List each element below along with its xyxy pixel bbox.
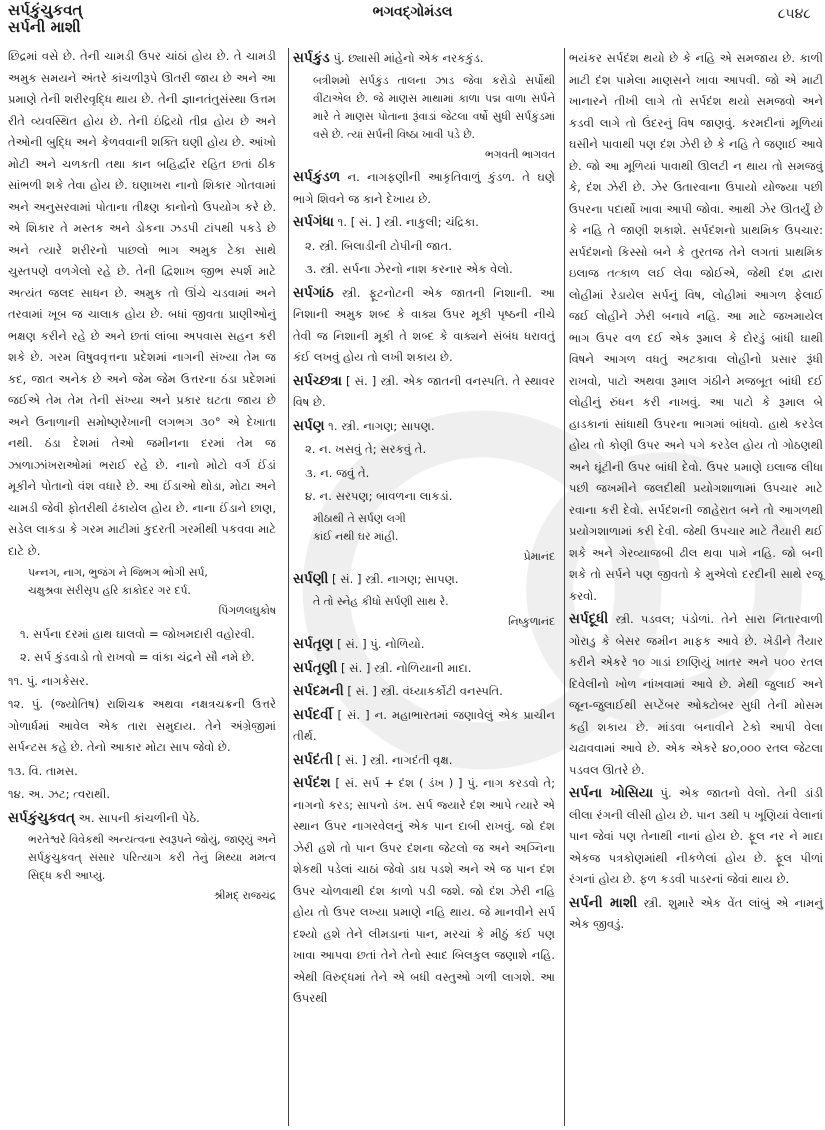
- headword: સર્પદમની: [293, 683, 344, 699]
- verse-line: કાંઈ નથી ઘર માંહી.: [313, 529, 399, 543]
- verse-line: પન્નગ, નાગ, ભુજંગ ને જિભગ ભોગી સર્પ,: [28, 566, 208, 579]
- definition: અ. સાપની કાંચળીની પેઠે.: [74, 810, 200, 825]
- headword: સર્પગાંઠ: [293, 284, 334, 301]
- verse-line: મીઠાથી તે સર્પણ લગી: [313, 511, 406, 525]
- verse-line: ચક્ષુશ્રવા સરીસૃપ હરિ કાકોદર ગર દર્પ.: [28, 584, 191, 597]
- definition: [ સં. ] સ્ત્રી. નાગદંતી વૃક્ષ.: [333, 752, 453, 767]
- headword: સર્પણ: [293, 417, 325, 434]
- dictionary-entry: [293, 705, 555, 748]
- sense: ૪. ન. સરપણ; બાવળના લાકડાં.: [305, 489, 453, 503]
- dictionary-entry: [569, 893, 823, 936]
- sense: ૧૩. વિ. તામસ.: [8, 763, 78, 778]
- headword: સર્પકુંડળ: [293, 169, 341, 185]
- headword: સર્પદર્વી: [293, 706, 333, 723]
- definition: સ્ત્રી. શુમારે એક વેંત લાંબું એ નામનું એક જીવડું.: [569, 895, 823, 931]
- definition: પું. છ્યાસી માંહેનો એક નરકકુંડ.: [329, 51, 484, 65]
- quote-source: નિષ્કુળાનંદ: [508, 614, 555, 628]
- citation-quote: ભરતેશ્વરે વિવેકથી અન્યત્વના સ્વરૂપને જોયું, જાણ્યું અને સર્પકુંચુકવત્ સંસાર પરિત્યાગ કરી તેનું મિથ્યા મમત્વ સિદ્ધ કરી આપ્યું.: [28, 833, 276, 882]
- column-2: [288, 48, 555, 1126]
- definition: [ સં. ] સ્ત્રી. વંધ્યાકર્કોટી વનસ્પતિ.: [343, 684, 503, 698]
- sense: ૩. સ્ત્રી. સર્પના ઝેરનો નાશ કરનાર એક વેલો.: [305, 262, 513, 276]
- dictionary-entry: [293, 416, 555, 438]
- dictionary-entry: [293, 167, 555, 210]
- guide-word-last: સર્પની માશી: [8, 18, 81, 36]
- headword: સર્પણી: [293, 571, 329, 587]
- body-paragraph: છિદ્રમાં વસે છે. તેની ચામડી ઉપર ચાંઠાં હોય છે. તે ચામડી અમુક સમયને અંતરે કાંચળીરૂપે ઊતરી જાય છે અને આ પ્રમાણે તેની શરીરવૃદ્ધિ થાય છે. તેની જ્ઞાનતંતુસંસ્થા ઉત્તમ રીતે વ્યવસ્થિત હોય છે. તેની ઇંદ્રિયો તીવ્ર હોય છે અને તેઓની બુદ્ધિ અને કેળવવાની શક્તિ ઘણી હોય છે. આંખો મોટી અને ચળકતી તથા કાન બહિર્દ્વાર રહિત છતાં ઠીક સાંભળી શકે તેવા હોય છે. ઘણાખરા નાનો શિકાર ગોતવામાં અને અનુસરવામાં પોતાના તીક્ષ્ણ કાનોનો ઉપયોગ કરે છે. એ શિકાર તે મસ્તક અને ડોકના ઝડપી ટાંપથી પકડે છે અને ત્યારે શરીરનો પાછલો ભાગ અમુક ટેકા સાથે ચુસ્તપણે વળગેલો રહે છે. તેની દ્વિશાખ જીભ સ્પર્શ માટે અત્યંત જલદ સાધન છે. અમુક તો ઊંચે ચડવામાં અને તરવામાં ખૂબ જ ચાલાક હોય છે. બધાં જીવતા પ્રાણીઓનું ભક્ષણ કરીને રહે છે અને છતાં લાંબા અપવાસ સહન કરી શકે છે. ગરમ વિષુવવૃત્તના પ્રદેશમાં નાગની સંખ્યા તેમ જ કદ, જાત અનેક છે અને જેમ જેમ ઉત્તરના ઠંડા પ્રદેશમાં જઈએ તેમ તેમ તેની સંખ્યા અને પ્રકાર ઘટતા જાય છે અને ઉનાળાની સમોષ્ણરેખાની લગભગ ૩૦° એ દેખાતા નથી. ઠંડા દેશમાં તેઓ જમીનના દરમાં તેમ જ ઝાળાઝાંખરાઓમાં ભરાઈ રહે છે. નાનો મોટો વર્ગ ઈંડાં મૂકીને પોતાનો વંશ વધારે છે. આ ઈંડાઓ થોડા, મોટા અને ચામડી જેવી ફોતરીથી ઢંકાયેલ હોય છે. નાના ઈંડાને છાણ, સડેલ લાકડા કે ગરમ માટીમાં કુદરતી ગરમીથી પકવવા માટે દાટે છે.: [8, 49, 276, 558]
- headword: સર્પના ખોસિયા: [569, 785, 654, 801]
- dictionary-entry: [293, 283, 555, 369]
- definition: સ્ત્રી. પડવલ; પંડોળાં. તેને સારા નિતારવાળી ગોરાડુ કે બેસર જમીન માફક આવે છે. ખેડીને તૈયાર કરીને એકરે ૧૦ ગાડાં છાણિયું ખાતર અને ૫૦૦ રતલ દિવેલીનો ખોળ નાંખવામાં આવે છે. મેથી જુલાઈ અને જૂન-જુલાઈથી સપ્ટેંબર ઓક્ટોબર સુધી તેની મોસમ કહી શકાય છે. માંડવા બનાવીને ટેકો આપી વેલા ચઢાવવામાં આવે છે. એક એકરે ૪૦,૦૦૦ રતલ જેટલા પડવલ ઊતરે છે.: [569, 612, 823, 777]
- headword: સર્પદંતી: [293, 751, 334, 768]
- running-title: ભગવદ્ગોમંડલ: [372, 4, 453, 20]
- citation-quote: તે તો સ્નેહ કીધો સર્પણી સાથ રે.: [313, 594, 449, 608]
- guide-word-first: સર્પકુંચુકવત્: [8, 1, 83, 19]
- idiom: ૧. સર્પના દરમાં હાથ ઘાલવો = જોખમદારી વહોરવી.: [20, 626, 255, 641]
- definition: ૧. [ સં. ] સ્ત્રી. નાકુલી; ચંદ્રિકા.: [333, 215, 479, 229]
- idiom: ૨. સર્પ કુંડવાડો તો રાખવો = વાંકા ચંદ્રને સૌ નમે છે.: [20, 650, 255, 664]
- dictionary-entry: [293, 634, 555, 656]
- sense: ૨. ન. ખસવું તે; સરકવું તે.: [305, 442, 427, 456]
- definition: સ્ત્રી. ફૂટનોટની એક જાતની નિશાની. આ નિશાની અમુક શબ્દ કે વાક્ય ઉપર મૂકી પૃષ્ઠની નીચે તેવી જ નિશાની મૂકી તે શબ્દ કે વાક્યને સંબંધ ધરાવતું કંઈ લખવું હોય તો લખી શકાય છે.: [293, 285, 555, 364]
- quote-source: પ્રેમાનંદ: [523, 549, 555, 563]
- headword: સર્પકુંડ: [293, 50, 330, 66]
- definition: [ સં. ] સ્ત્રી. નોળિયાની માદા.: [337, 660, 472, 675]
- definition: [ સં. ] ન. મહાભારતમાં જણાવેલું એક પ્રાચીન તીર્થ.: [293, 707, 555, 743]
- quote-source: ભગવતી ભાગવત: [485, 147, 555, 161]
- definition: [ સં. ] સ્ત્રી. નાગણ; સાપણ.: [328, 572, 459, 586]
- dictionary-entry: [293, 48, 555, 70]
- column-1: [8, 46, 276, 909]
- definition: [ સં. સર્પ + દંશ ( ડંખ ) ] પું. નાગ કરડવો તે; નાગનો કરડ; સાપનો ડંખ. સર્પ જ્યારે દંશ આપે ત્યારે એ સ્થાન ઉપર નાગરવેલનું એક પાન દાબી રાખવું. જો દંશ ઝેરી હશે તો પાન ઉપર દંશના જેટલો જ અને અગ્નિના શેકથી પડેલાં ચાઠાં જેવો ડાઘ પડશે અને એ જ પાન દંશ ઉપર ચોળવાથી દંશ કાળો પડી જશે. જો દંશ ઝેરી નહિ હોય તો ઉપર લખ્યા પ્રમાણે નહિ થાય. જે માનવીને સર્પ દશ્યો હશે તેને લીમડાનાં પાન, મરચાં કે મીઠું કંઈ પણ ખાવા આપવા છતાં તેને તેનો સ્વાદ બિલકુલ જણાશે નહિ. એથી વિરુદ્ધમાં તેને એ બધી વસ્તુઓ ગળી લાગશે. આ ઉપરથી: [293, 776, 555, 1005]
- dictionary-entry: [293, 681, 555, 703]
- body-paragraph: ભયંકર સર્પદંશ થયો છે કે નહિ એ સમજાય છે. કાળી માટી દંશ પામેલા માણસને ખાવા આપવી. જો એ માટી ખાનારને તીખી લાગે તો સર્પદંશ થયો સમજવો અને કડવી લાગે તો ઉંદરનું વિષ જાણવું. કરમદીનાં મૂળિયાં ઘસીને પાવાથી પણ દંશ ઝેરી છે કે નહિ તે જણાઈ આવે છે. જો આ મૂળિયાં પાવાથી ઊલટી ન થાય તો સમજવું કે, દંશ ઝેરી છે. ઝેર ઉતારવાના ઉપાયો યોજ્યા પછી ઉપરના પદાર્થો ખાવા આપી જોવા. આથી ઝેર ઊતર્યું છે કે નહિ તે જાણી શકાશે. સર્પદંશનો પ્રાથમિક ઉપચાર: સર્પદંશનો કિસ્સો બને કે તુરતજ તેને લગતાં પ્રાથમિક ઇલાજ તત્કાળ લઈ લેવા જોઈએ, જેથી દંશ દ્વારા લોહીમાં રેડાયેલ સર્પનું વિષ, લોહીમાં આગળ ફેલાઈ જઈ લોહીને ઝેરી બનાવે નહિ. આ માટે જખમાયેલ ભાગ ઉપર વળ દઈ એક રૂમાલ કે દોરડું બાંધી ઘાથી વિષને આગળ વધતું અટકાવા લોહીનો પ્રસાર રૂંધી રાખવો, પાટો અથવા રૂમાલ ગંઠીને મજબૂત બાંધી દઈ લોહીનું રુંધન કરી નાખવું. આ પાટો કે રૂમાલ બે હાડકાનાં સાંધાથી ઉપરના ભાગમાં બાંધવો. હાથે કરડેલ હોય તો કોણી ઉપર અને પગે કરડેલ હોય તો ગોઠણથી અને ઘૂંટીની ઉપર બાંધી દેવો. ઉપર પ્રમાણે ઇલાજ લીધા પછી જખમીને જલદીથી પ્રયોગશાળામાં ઉપચાર માટે રવાના કરી દેવો. સર્પદંશની જાહેરાત બને તો આગળથી પ્રયોગશાળામાં કરી દેવી. જેથી ઉપચાર માટે તૈયારી થઈ શકે અને ગેરવ્યાજબી ઢીલ થવા પામે નહિ. જો બની શકે તો સર્પને પણ જીવતો કે મુએલો દરદીની સાથે રજૂ કરવો.: [569, 51, 823, 603]
- headword: સર્પગંધા: [293, 214, 334, 230]
- dictionary-entry: [293, 773, 555, 1010]
- definition: [ સં. ] સ્ત્રી. એક જાતની વનસ્પતિ. તે સ્થાવર વિષ છે.: [293, 373, 555, 409]
- dictionary-entry: [293, 569, 555, 591]
- dictionary-entry: [293, 212, 555, 234]
- dictionary-entry: [569, 609, 823, 781]
- headword: સર્પચ્છત્રા: [293, 372, 342, 389]
- dictionary-entry: [569, 783, 823, 891]
- definition: પું. એક જાતનો વેલો. તેની ડાંડી લીલા રંગની લીસી હોય છે. પાન ૩થી ૫ ખૂણિયાં વેલાનાં પાન જેવાં પણ તેનાથી નાનાં હોય છે. ફૂલ નર ને માદા એકજ પત્રકોણમાંથી નીકળેલાં હોય છે. ફૂલ પીળાં રંગનાં હોય છે. ફળ કડવી પાડરનાં જેવાં થાય છે.: [569, 786, 824, 886]
- dictionary-entry: [293, 371, 555, 414]
- dictionary-entry: [293, 750, 555, 772]
- headword: સર્પદંશ: [293, 775, 331, 791]
- headword: સર્પની માશી: [569, 894, 638, 911]
- quote-source: પિંગળલઘુકોષ: [218, 604, 276, 617]
- dictionary-entry: [293, 658, 555, 680]
- page-header: [0, 0, 825, 44]
- headword: સર્પકુંચુકવત્: [8, 809, 75, 826]
- headword: સર્પતૃણી: [293, 659, 338, 676]
- citation-quote: બત્રીશમો સર્પકુંડ તાલના ઝાડ જેવા કરોડો સર્પોથી વીંટાએલ છે. જે માણસ માથામાં કાળા પદ્મ વાળા સર્પને મારે તે માણસ પોતાના રૂંવાડાં જેટલા વર્ષો સુધી સર્પકુંડમાં વસે છે. ત્યાં સર્પની વિષ્ઠા ખાવી પડે છે.: [313, 73, 555, 141]
- quote-source: શ્રીમદ્ રાજચંદ્ર: [213, 889, 276, 902]
- dictionary-entry: [8, 808, 276, 830]
- headword: સર્પદૂધી: [569, 611, 609, 627]
- sense: ૧૪. અ. ઝટ; ત્વરાથી.: [8, 787, 111, 801]
- definition: [ સં. ] પું. નોળિયો.: [333, 637, 425, 651]
- headword: સર્પતૃણ: [293, 636, 334, 652]
- page-number: ૮૫૪૮: [777, 6, 811, 22]
- sense: ૩. ન. જવું તે.: [305, 465, 370, 480]
- sense: ૧૨. પું. (જ્યોતિષ) રાશિચક્ર અથવા નક્ષત્રચક્રની ઉત્તરે ગોળાર્ધમાં આવેલ એક તારા સમુદાય. તેને અંગ્રેજીમાં સર્પન્ટસ કહે છે. તેનો આકાર મોટા સાપ જેવો છે.: [8, 697, 276, 754]
- column-3: [564, 48, 823, 1126]
- definition: ૧. સ્ત્રી. નાગણ; સાપણ.: [324, 418, 435, 433]
- sense: ૧૧. પું. નાગકેસર.: [8, 673, 89, 688]
- sense: ૨. સ્ત્રી. બિલાડીની ટોપીની જાત.: [305, 238, 452, 253]
- definition: ન. નાગફણીની આકૃતિવાળું કુંડળ. તે ઘણે ભાગે શિવને જ કાને દેખાય છે.: [293, 170, 555, 206]
